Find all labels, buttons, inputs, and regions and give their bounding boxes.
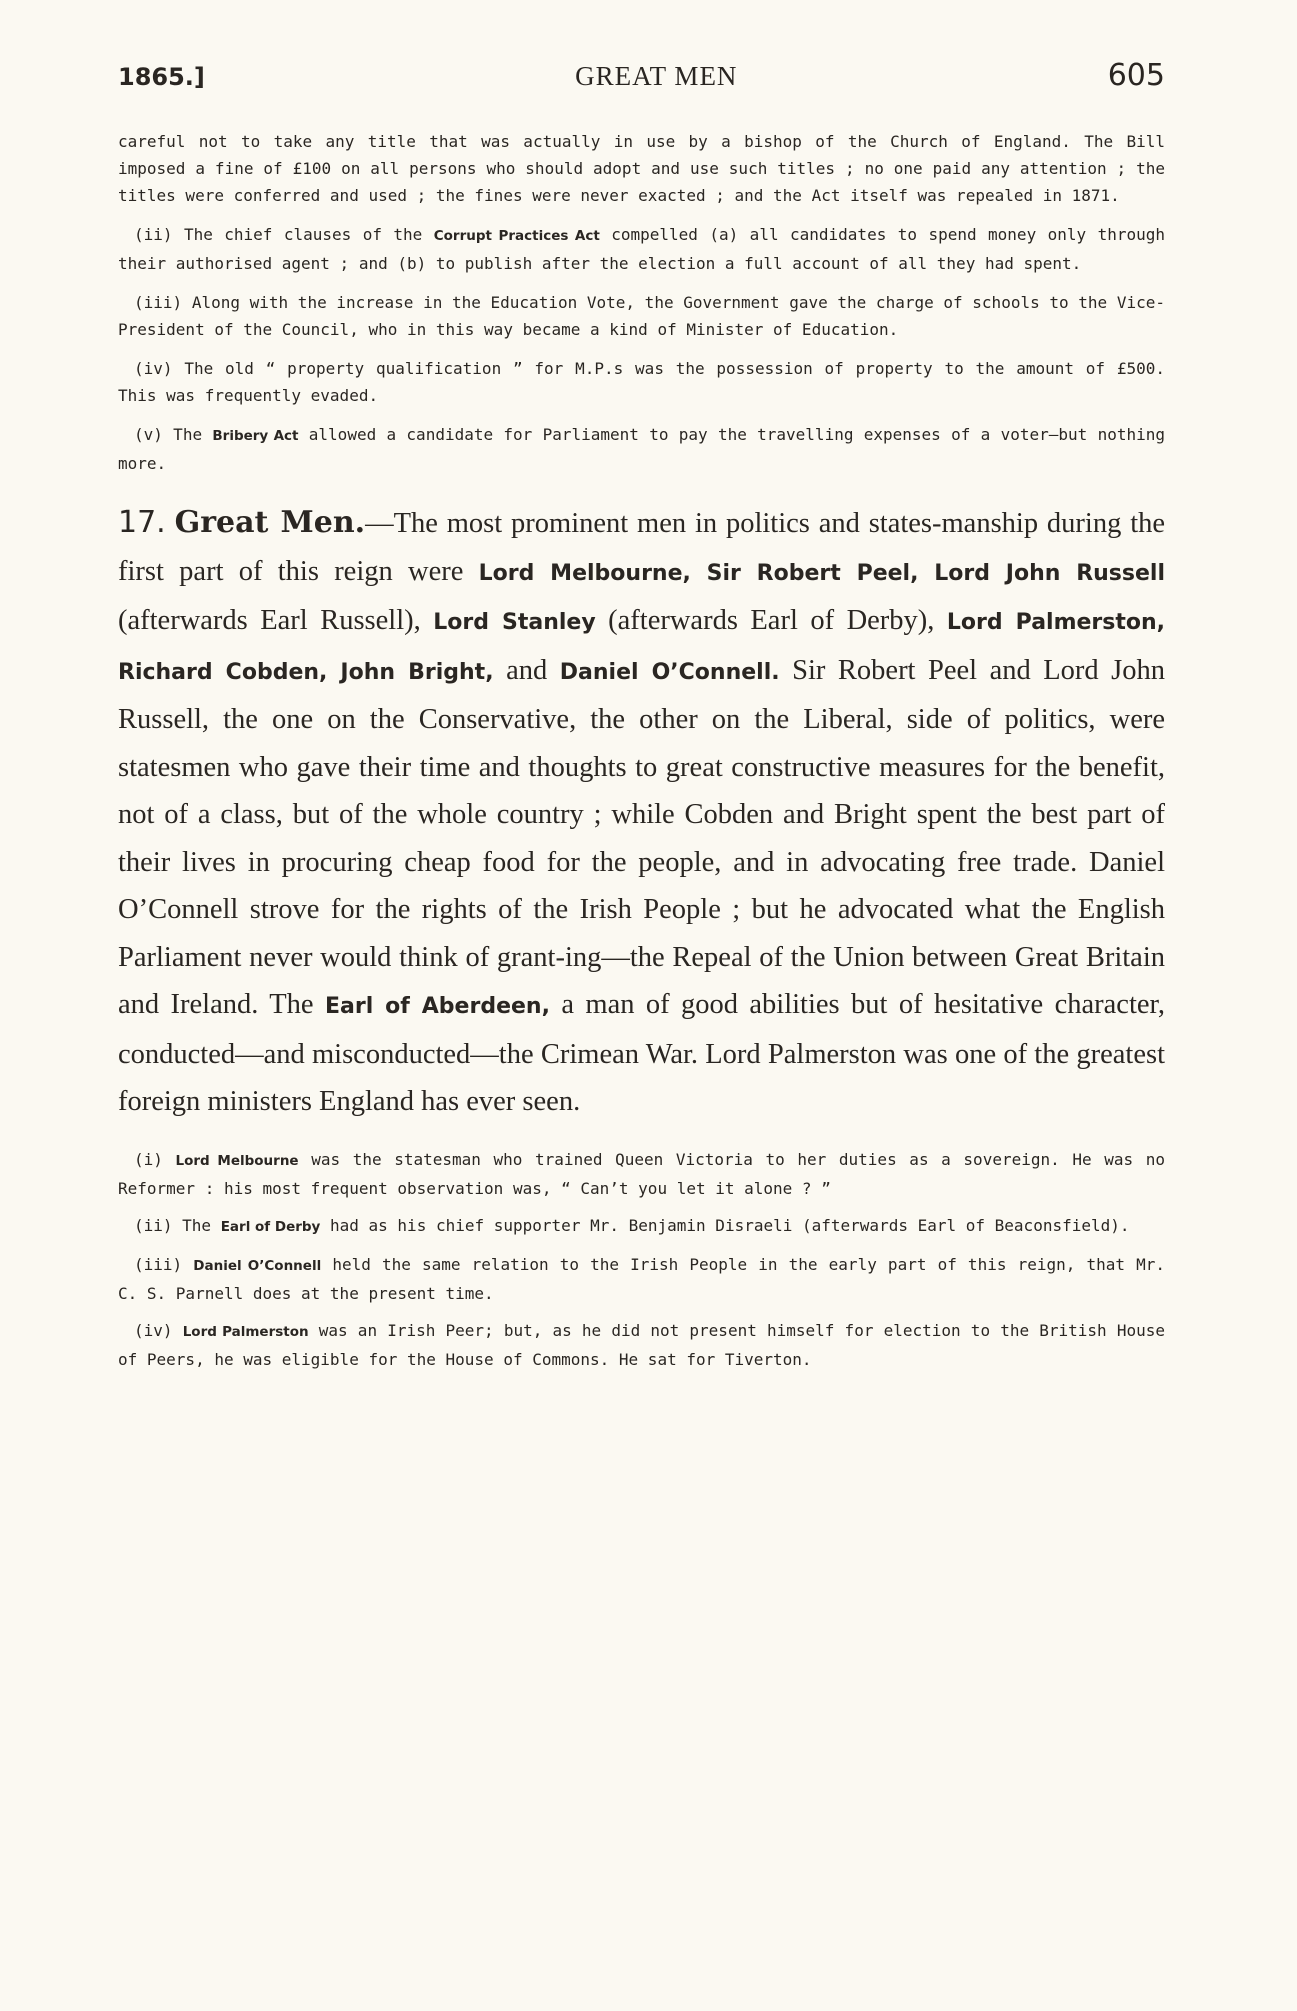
page-number: 605 <box>1107 58 1165 93</box>
note-v: (v) The Bribery Act allowed a candidate for Parliament to pay the travelling expenses of a voter—but nothing more. <box>118 425 1165 473</box>
note-ii: (ii) The chief clauses of the Corrupt Practices Act compelled (a) all candidates to spend money only through their authorised agent ; and (b) to publish after the election a full account of all they had spent. <box>118 225 1166 273</box>
top-notes <box>118 128 1165 477</box>
note-derby: (ii) The Earl of Derby had as his chief supporter Mr. Benjamin Disraeli (afterwards Earl of Beaconsfield). <box>134 1215 1130 1235</box>
note-oconnell: (iii) Daniel O’Connell held the same relation to the Irish People in the early part of this reign, that Mr. C. S. Parnell does at the present time. <box>118 1254 1166 1303</box>
note-palmerston: (iv) Lord Palmerston was an Irish Peer; but, as he did not present himself for election to the British House of Peers, he was eligible for the House of Commons. He sat for Tiverton. <box>118 1320 1165 1369</box>
bottom-notes <box>118 1146 1165 1373</box>
note-iv: (iv) The old “ property qualification ” for M.P.s was the possession of property to the amount of £500. This was frequently evaded. <box>118 359 1165 405</box>
header-year: 1865.] <box>118 63 205 91</box>
section-17-paragraph: 17. Great Men.—The most prominent men in politics and states-manship during the first part of this reign were Lord Melbourne, Sir Robert Peel, Lord John Russell (afterwards Earl Russell), Lord Stanley (afterwards Earl of Derby), Lord Palmerston, Richard Cobden, John Bright, and Daniel O’Connell. Sir Robert Peel and Lord John Russell, the one on the Conservative, the other on the Liberal, side of politics, were statesmen who gave their time and thoughts to great constructive measures for the benefit, not of a class, but of the whole country ; while Cobden and Bright spent the best part of their lives in procuring cheap food for the people, and in advocating free trade. Daniel O’Connell strove for the rights of the Irish People ; but he advocated what the English Parliament never would think of grant-ing—the Repeal of the Union between Great Britain and Ireland. The Earl of Aberdeen, a man of good abilities but of hesitative character, conducted—and misconducted—the Crimean War. Lord Palmerston was one of the greatest foreign ministers England has ever seen. <box>118 505 1166 1117</box>
section-number: 17. <box>118 505 166 540</box>
header-title: GREAT MEN <box>575 61 738 91</box>
note-iii: (iii) Along with the increase in the Education Vote, the Government gave the charge of schools to the Vice-President of the Council, who in this way became a kind of Minister of Education. <box>118 293 1165 339</box>
bribery-act: Bribery Act <box>212 428 299 444</box>
note-continuation: careful not to take any title that was actually in use by a bishop of the Church of England. The Bill imposed a fine of £100 on all persons who should adopt and use such titles ; no one paid any attention ; the titles were conferred and used ; the fines were never exacted ; and the Act itself was repealed in 1871. <box>118 132 1165 205</box>
note-melbourne: (i) Lord Melbourne was the statesman who trained Queen Victoria to her duties as a sovereign. He was no Reformer : his most frequent observation was, “ Can’t you let it alone ? ” <box>118 1149 1166 1198</box>
running-header <box>118 58 1165 108</box>
section-heading: Great Men. <box>174 505 366 540</box>
corrupt-practices-act: Corrupt Practices Act <box>433 228 600 244</box>
